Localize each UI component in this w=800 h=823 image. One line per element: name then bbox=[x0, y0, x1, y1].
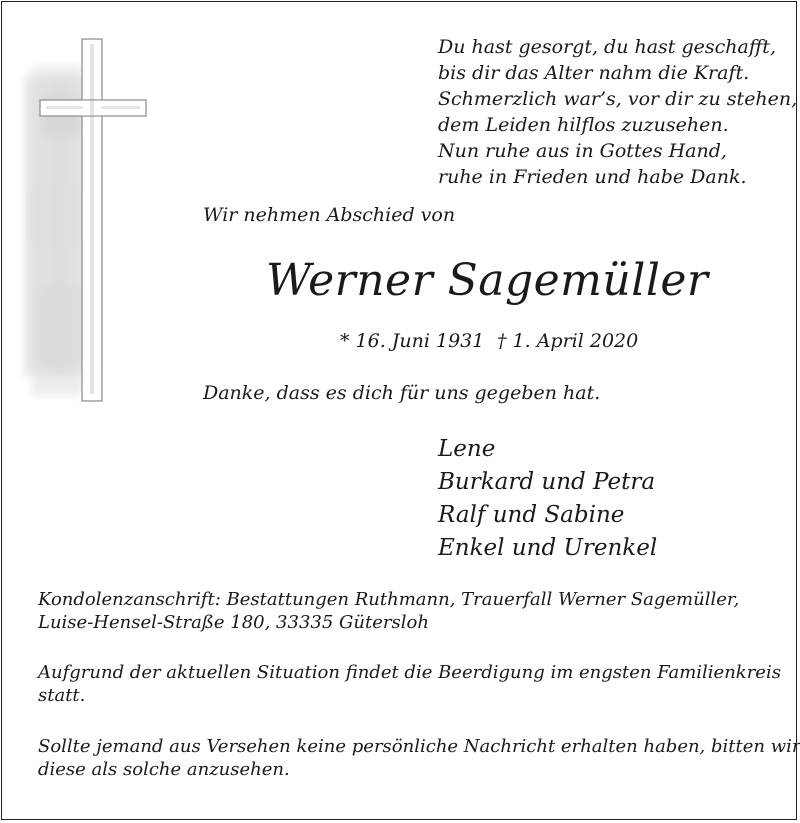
family-list bbox=[438, 433, 657, 565]
condolence-address bbox=[38, 588, 739, 634]
message-notice-line: diese als solche anzusehen. bbox=[38, 759, 290, 780]
message-notice-line: Sollte jemand aus Versehen keine persönliche Nachricht erhalten haben, bitten wir bbox=[38, 736, 800, 757]
poem-line: Du hast gesorgt, du hast geschafft, bbox=[438, 36, 776, 58]
message-notice bbox=[38, 735, 800, 781]
family-member: Burkard und Petra bbox=[438, 469, 656, 495]
poem-line: bis dir das Alter nahm die Kraft. bbox=[438, 62, 750, 84]
condolence-line: Luise-Hensel-Straße 180, 33335 Gütersloh bbox=[38, 612, 429, 633]
family-member: Enkel und Urenkel bbox=[438, 535, 658, 561]
family-member: Ralf und Sabine bbox=[438, 502, 625, 528]
funeral-notice-line: Aufgrund der aktuellen Situation findet die Beerdigung im engsten Familienkreis bbox=[38, 662, 781, 683]
poem-line: Schmerzlich war’s, vor dir zu stehen, bbox=[438, 88, 798, 110]
poem-line: dem Leiden hilflos zuzusehen. bbox=[438, 114, 729, 136]
poem-line: Nun ruhe aus in Gottes Hand, bbox=[438, 140, 727, 162]
cross-icon bbox=[18, 36, 168, 416]
funeral-notice-line: statt. bbox=[38, 685, 86, 706]
death-date: † 1. April 2020 bbox=[497, 330, 639, 352]
intro-text: Wir nehmen Abschied von bbox=[203, 204, 456, 226]
deceased-name: Werner Sagemüller bbox=[266, 255, 709, 306]
family-member: Lene bbox=[438, 436, 496, 462]
condolence-line: Kondolenzanschrift: Bestattungen Ruthmann, Trauerfall Werner Sagemüller, bbox=[38, 589, 740, 610]
funeral-notice bbox=[38, 661, 781, 707]
poem bbox=[438, 34, 797, 190]
birth-date: * 16. Juni 1931 bbox=[340, 330, 485, 352]
poem-line: ruhe in Frieden und habe Dank. bbox=[438, 166, 747, 188]
thanks-text: Danke, dass es dich für uns gegeben hat. bbox=[203, 382, 601, 404]
